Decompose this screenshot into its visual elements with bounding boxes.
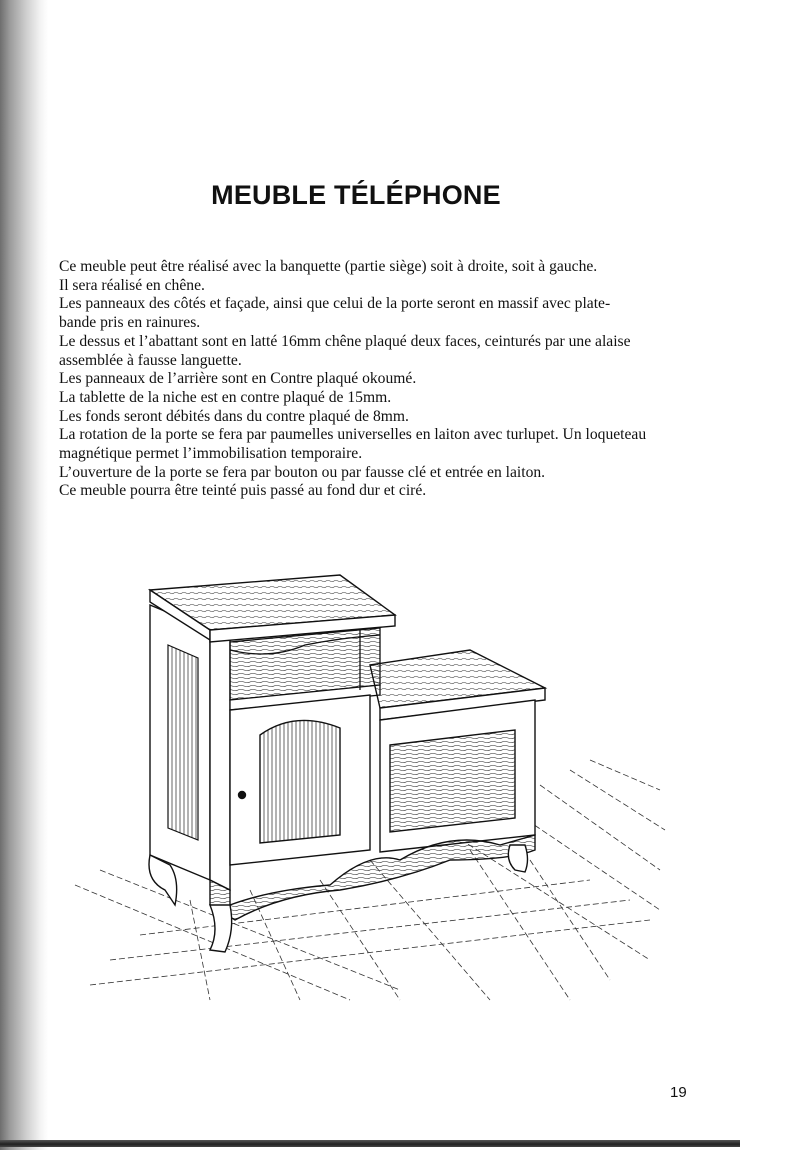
furniture-illustration [70,560,670,1010]
text-line: magnétique permet l’immobilisation temporaire. [59,445,363,463]
text-line: assemblée à fausse languette. [59,351,242,369]
text-line: Le dessus et l’abattant sont en latté 16mm chêne plaqué deux faces, ceinturés par une alaise [59,332,631,350]
cabinet-side [150,605,230,890]
description-text [59,258,709,501]
text-line: Les fonds seront débités dans du contre plaqué de 8mm. [59,407,409,425]
text-line: L’ouverture de la porte se fera par bouton ou par fausse clé et entrée en laiton. [59,463,546,481]
text-line: Les panneaux de l’arrière sont en Contre plaqué okoumé. [59,370,417,388]
text-line: La rotation de la porte se fera par paumelles universelles en laiton avec turlupet. Un loqueteau [59,426,647,444]
page-bottom-edge [0,1140,740,1147]
text-line: Il sera réalisé en chêne. [59,276,205,294]
bench-section [370,650,545,852]
page-number: 19 [670,1084,687,1101]
text-line: bande pris en rainures. [59,314,201,332]
text-line: Ce meuble peut être réalisé avec la banquette (partie siège) soit à droite, soit à gauche. [59,258,598,275]
text-line: Ce meuble pourra être teinté puis passé au fond dur et ciré. [59,482,427,500]
text-line: Les panneaux des côtés et façade, ainsi que celui de la porte seront en massif avec plate- [59,295,611,313]
page-binding-shadow [0,0,48,1150]
page-title: MEUBLE TÉLÉPHONE [211,180,501,210]
cabinet-door [230,695,370,865]
text-line: La tablette de la niche est en contre plaqué de 15mm. [59,388,392,406]
